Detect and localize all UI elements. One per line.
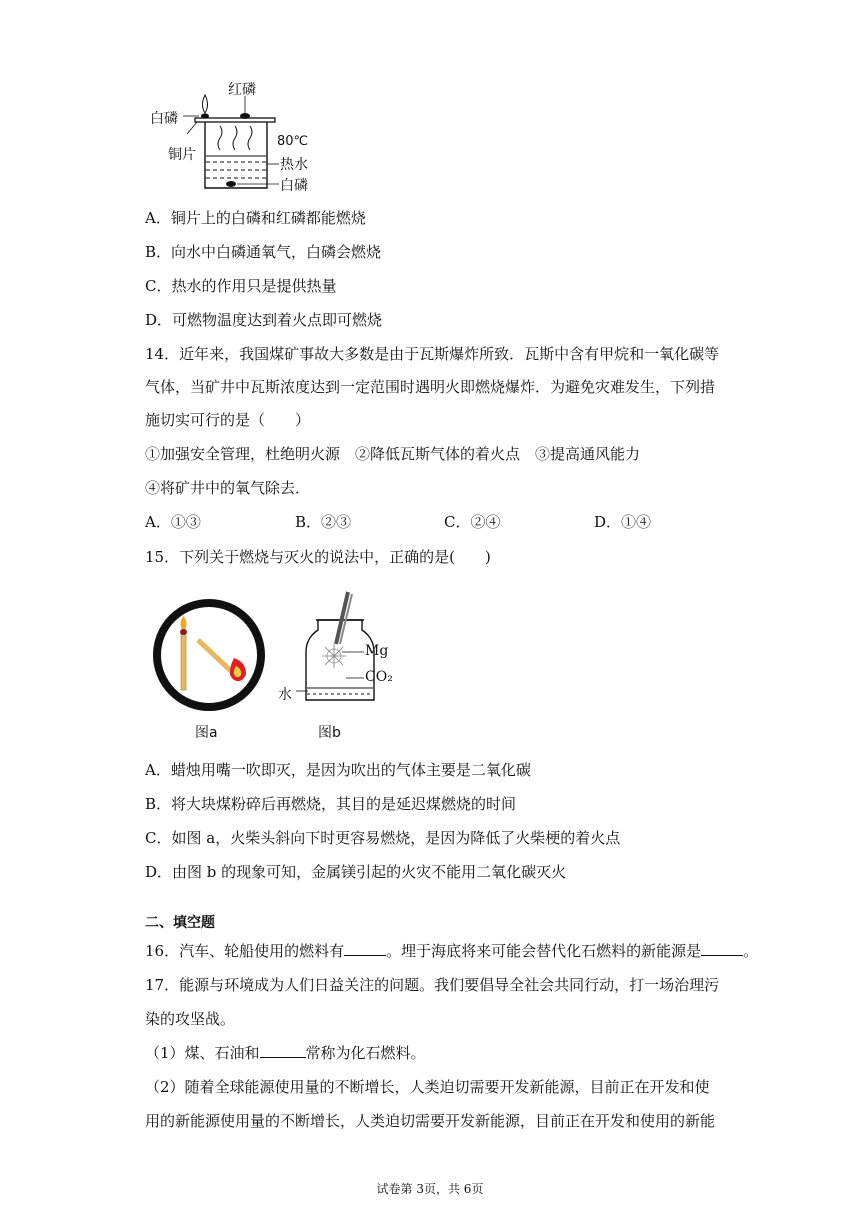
q13-option-b: B．向水中白磷通氧气，白磷会燃烧 xyxy=(145,243,382,261)
q13-option-c: C．热水的作用只是提供热量 xyxy=(145,277,337,295)
figure-a-caption: 图a xyxy=(195,725,218,741)
q16-blank-2[interactable] xyxy=(701,941,743,956)
q16-blank-1[interactable] xyxy=(344,941,386,956)
q17-sub1 xyxy=(145,1043,426,1063)
q15-option-c: C．如图 a，火柴头斜向下时更容易燃烧，是因为降低了火柴梗的着火点 xyxy=(145,829,621,847)
q15-stem: 15．下列关于燃烧与灭火的说法中，正确的是( ) xyxy=(145,548,491,566)
q17-sub1-part-1: （1）煤、石油和 xyxy=(145,1044,260,1062)
q13-option-a: A．铜片上的白磷和红磷都能燃烧 xyxy=(145,209,366,227)
q14-option-d: D．①④ xyxy=(594,513,652,531)
figure-b-caption: 图b xyxy=(318,725,341,741)
q14-line-2: 气体，当矿井中瓦斯浓度达到一定范围时遇明火即燃烧爆炸．为避免灾难发生，下列措 xyxy=(145,378,716,396)
section-title-fill-in: 二、填空题 xyxy=(145,915,215,931)
q17-sub2-line-2: 用的新能源使用量的不断增长，人类迫切需要开发新能源，目前正在开发和使用的新能 xyxy=(145,1112,716,1130)
q14-option-c: C．②④ xyxy=(444,513,501,531)
label-white-phosphorus-top: 白磷 xyxy=(150,111,178,127)
label-hot-water: 热水 xyxy=(280,157,308,173)
page-footer: 试卷第 3页，共 6页 xyxy=(376,1182,484,1196)
q15-option-d: D．由图 b 的现象可知，金属镁引起的火灾不能用二氧化碳灭火 xyxy=(145,863,567,881)
q17-sub1-blank[interactable] xyxy=(260,1043,306,1058)
q14-line-1: 14．近年来，我国煤矿事故大多数是由于瓦斯爆炸所致．瓦斯中含有甲烷和一氧化碳等 xyxy=(145,345,720,363)
q17-sub1-part-2: 常称为化石燃料。 xyxy=(305,1044,426,1062)
q14-option-b: B．②③ xyxy=(295,513,352,531)
q14-line-4: ①加强安全管理，杜绝明火源 ②降低瓦斯气体的着火点 ③提高通风能力 xyxy=(145,445,641,463)
figure-b-label-mg: Mg xyxy=(365,643,389,659)
figure-a-matches xyxy=(150,596,268,714)
figure-b-label-water: 水 xyxy=(278,687,292,703)
label-red-phosphorus: 红磷 xyxy=(228,82,256,98)
q14-line-3: 施切实可行的是（ ） xyxy=(145,411,311,429)
q14-option-a: A．①③ xyxy=(145,513,201,531)
q16-part-3: 。 xyxy=(743,942,759,960)
q13-option-d: D．可燃物温度达到着火点即可燃烧 xyxy=(145,311,383,329)
q16-part-2: 。埋于海底将来可能会替代化石燃料的新能源是 xyxy=(386,942,702,960)
q16-part-1: 16．汽车、轮船使用的燃料有 xyxy=(145,942,345,960)
q16-line xyxy=(145,941,758,961)
label-white-phosphorus-bottom: 白磷 xyxy=(280,178,308,194)
q17-line-2: 染的攻坚战。 xyxy=(145,1010,236,1028)
q17-line-1: 17．能源与环境成为人们日益关注的问题。我们要倡导全社会共同行动，打一场治理污 xyxy=(145,976,720,994)
q14-line-5: ④将矿井中的氧气除去． xyxy=(145,479,311,497)
figure-b-mg-co2-jar xyxy=(296,590,416,715)
q15-option-b: B．将大块煤粉碎后再燃烧，其目的是延迟煤燃烧的时间 xyxy=(145,795,517,813)
label-copper-sheet: 铜片 xyxy=(168,147,196,163)
figure-b-label-co2: CO₂ xyxy=(365,669,393,685)
label-temperature: 80℃ xyxy=(277,134,309,149)
q15-option-a: A．蜡烛用嘴一吹即灭，是因为吹出的气体主要是二氧化碳 xyxy=(145,761,531,779)
q17-sub2-line-1: （2）随着全球能源使用量的不断增长，人类迫切需要开发新能源，目前正在开发和使 xyxy=(145,1078,710,1096)
